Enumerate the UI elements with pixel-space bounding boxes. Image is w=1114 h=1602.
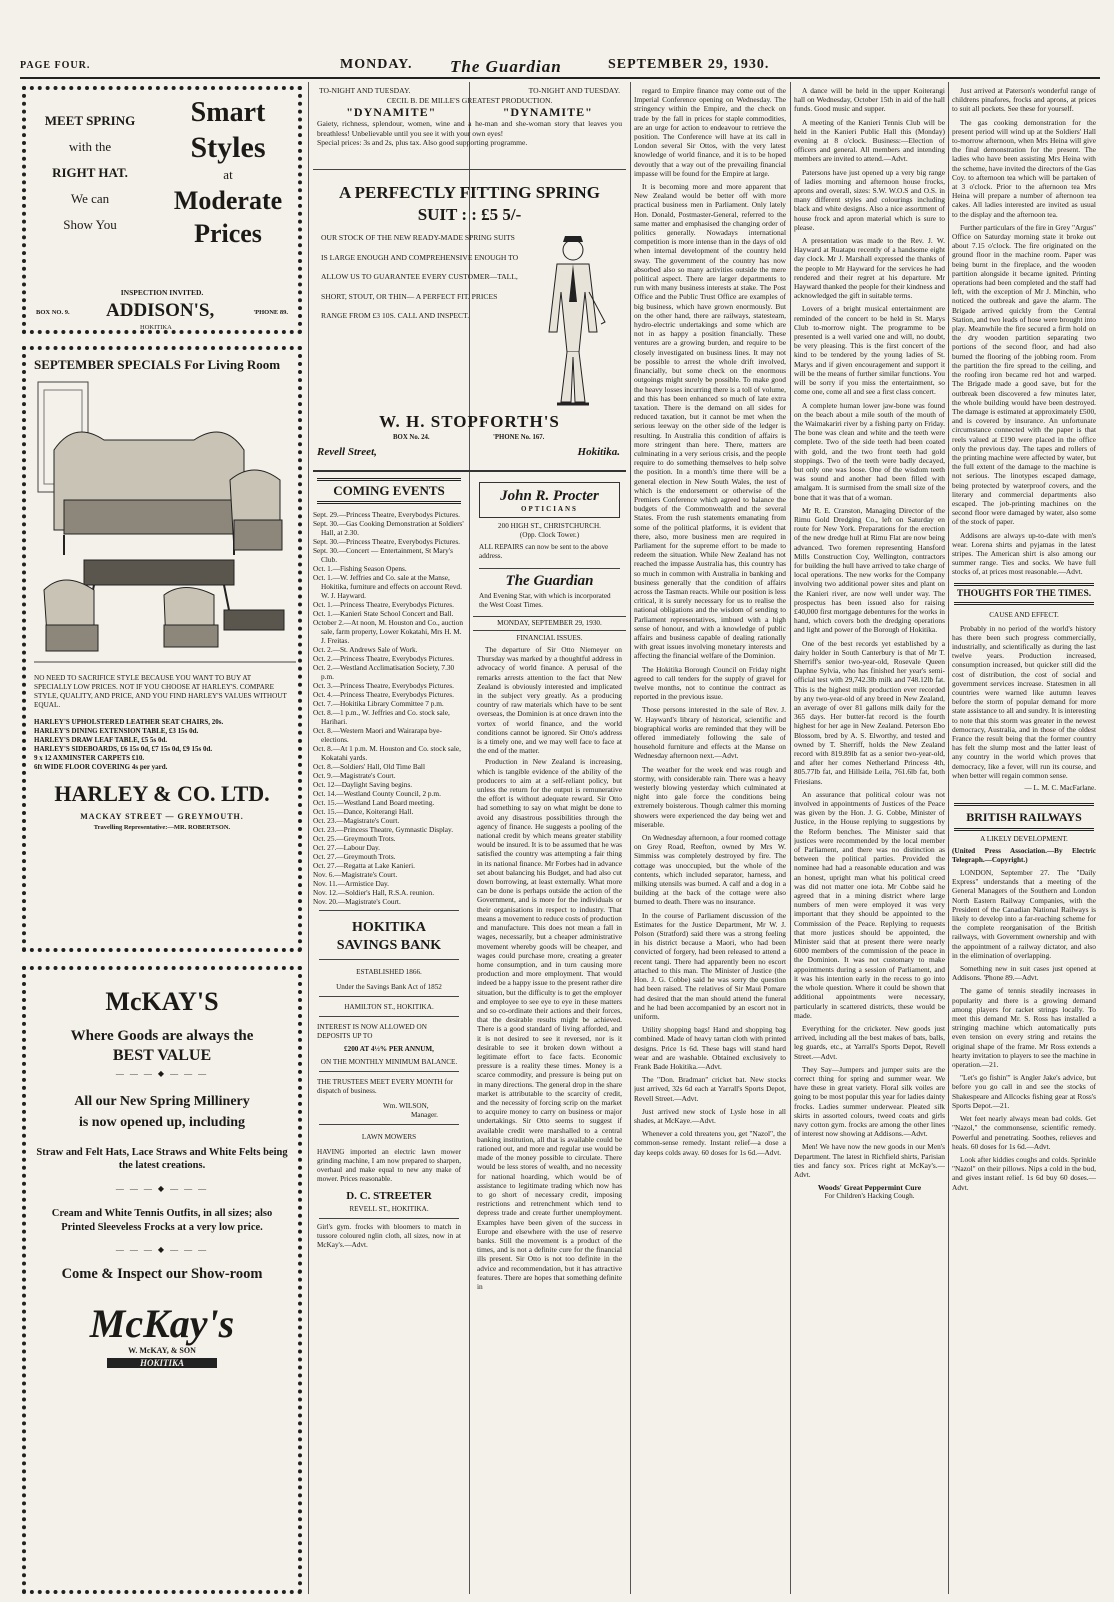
col5-footer: Woods' Great Peppermint Cure xyxy=(817,1183,922,1193)
event-item: Nov. 20.—Magistrate's Court. xyxy=(313,897,401,906)
mckay-ad xyxy=(22,966,302,1594)
lawn-mowers-heading: LAWN MOWERS xyxy=(361,1133,417,1141)
addison-inspection: INSPECTION INVITED. xyxy=(120,288,204,297)
mckay-line: BEST VALUE xyxy=(112,1047,212,1064)
event-item: Oct. 8.—Soldiers' Hall, Old Time Ball xyxy=(313,762,425,771)
procter-sub: OPTICIANS xyxy=(521,505,578,513)
column-rule xyxy=(308,82,309,1594)
mckay-logo-sub: W. McKAY, & SON xyxy=(128,1346,196,1355)
news-paragraph: Whenever a cold threatens you, get "Nazol", the common-sense remedy. Instant relief—a dose a day keeps colds away. 60 doses for 1s 6d.—Advt. xyxy=(634,1129,786,1157)
news-paragraph: The game of tennis steadily increases in popularity and there is a growing demand among players for racket strings locally. To meet this demand Mr. S. Ross has installed a stringing machine which automatically puts even tension on every string and retains the original shape of the frame. Mr Ross extends a hearty invitation to players to see the machine in operation.—21. xyxy=(952,986,1096,1070)
stopforth-heading: A PERFECTLY FITTING SPRING xyxy=(339,183,600,202)
railways-heading: BRITISH RAILWAYS xyxy=(954,803,1094,831)
lawn-mowers-address: REVELL ST., HOKITIKA. xyxy=(349,1205,429,1213)
railways-credit: (United Press Association.—By Electric Telegraph.—Copyright.) xyxy=(952,847,1096,865)
addison-right-line: Prices xyxy=(194,219,262,248)
harley-item: 9 x 12 AXMINSTER CARPETS £10. xyxy=(34,754,145,762)
column-6 xyxy=(952,86,1096,1594)
news-paragraph: One of the best records yet established by a dairy holder in South Canterbury is that of Mr T. Sherriff's senior two-year-old, Rosevale Queen Daphne Sylvia, who has finished her year's semi-official test with 29,742.3lb milk and 748.12lb fat. This is the highest milk production ever recorded by any two-year-old of any breed in New Zealand, an average of over 81 gallons milk daily for the 365 days. Her butter-fat record is the fourth highest for her age in New Zealand. Peterson Ebo Blossom, bred by A. S. Elworthy, and tested and owned by T. Sherriff, holds the New Zealand record with 819.89lb fat as a senior two-year-old, and after her comes Netherland Princess 4th, 805.77lb fat, and Hillside Leila, 761.6lb fat, both Friesians. xyxy=(794,638,945,786)
procter-note: ALL REPAIRS can now be sent to the above address. xyxy=(479,543,609,560)
news-paragraph: The weather for the week end was rough and stormy, with considerable rain. There was a heavy westerly blowing yesterday which culminated at night into gale force the conditions being extremely boisterous. Though calmer this morning showers were experienced the day being wet and miserable. xyxy=(634,764,786,829)
addison-left-line: Show You xyxy=(63,217,117,232)
event-item: Oct. 3.—Princess Theatre, Everybodys Pictures. xyxy=(313,681,454,690)
event-item: Sept. 30.—Concert — Entertainment, St Mary's Club. xyxy=(313,546,453,564)
col2-footer: Girl's gym. frocks with bloomers to match in tussore coloured nglin cloth, all sizes, now in at McKay's.—Advt. xyxy=(317,1223,461,1249)
thoughts-body: Probably in no period of the world's history has there been such progress commercially, industrially, and scientifically as during the last twelve years. Production increased, consumption increased, but quicker still did the cost of distribution, the cost of social and government services increase. Statesmen in all countries were warned like autumn leaves before the storm of popular demand for more state assistance to all and sundry. It is interesting to note that this storm was greater in the newest democracy, Australia, and in those of the oldest France the result being that the former country has felt the slump most and the latter least of any country in the world which proves that democracy, like a fever, will run its course, and when better will regain common sense. xyxy=(952,623,1096,780)
railways-body: LONDON, September 27. The "Daily Express" understands that a meeting of the General Managers of the Southern and London North Eastern Railway Companies, with the President of the Canadian National Railways is likely to develop into a far-reaching scheme for the complete reorganisation of the British railways, with Government ownership and with the appointment of a railway dictator, and also in the elimination of overlapping. xyxy=(952,868,1096,960)
guardian-issues: FINANCIAL ISSUES. xyxy=(516,634,583,642)
news-paragraph: A meeting of the Kanieri Tennis Club will be held in the Kanieri Public Hall this (Monday) evening at 8 o'clock. Business:—Election of officers and general. All members and intending members are invited to attend.—Advt. xyxy=(794,117,945,164)
masthead xyxy=(20,55,1100,79)
divider xyxy=(319,910,459,911)
event-item: Oct. 14.—Westland County Council, 2 p.m. xyxy=(313,789,441,798)
addison-right-line: Moderate xyxy=(173,186,283,215)
mckay-line: Where Goods are always the xyxy=(70,1028,254,1044)
news-paragraph: regard to Empire finance may come out of the Imperial Conference opening on Wednesday. The stringency within the Empire, and the check on trade by the fall in prices for staple commodities, are an urge for action to endeavour to retrieve the position. The Conference will have at its call in London several Sir Ottos, with the very latest knowledge of world finance, and it is to be hoped devoutly that a way out of the prevailing financial impasse will be found for the Empire at large. xyxy=(634,86,786,178)
news-paragraph: Addisons are always up-to-date with men's wear. Lorena shirts and pyjamas in the latest stripes. The American shirt is also among our summer range. Ties and socks. We have full stocks of, at prices most reasonable.—Advt. xyxy=(952,530,1096,577)
news-paragraph: Everything for the cricketer. New goods just arrived, including all the best makes of bats, balls, leg guards, etc., at Yarrall's Sports Depot, Revell Street.—Advt. xyxy=(794,1023,945,1061)
coming-events-list xyxy=(313,510,465,906)
column-6-bottom-paragraphs xyxy=(952,964,1096,1192)
divider: — — — ◆ — — — xyxy=(115,1245,209,1254)
dynamite-ad xyxy=(313,86,626,170)
mckay-line: All our New Spring Millinery xyxy=(74,1094,250,1109)
mckay-line: Come & Inspect our Show-room xyxy=(61,1266,263,1282)
dynamite-line: Gaiety, richness, splendour, women, wine and a he-man and she-woman story that leaves you breathless! Unbelievable until you see it with your own eyes! xyxy=(317,119,622,138)
procter-ad xyxy=(479,482,620,518)
stopforth-street: Revell Street, xyxy=(317,446,377,458)
divider xyxy=(319,1071,459,1072)
divider: — — — ◆ — — — xyxy=(115,1184,209,1193)
event-item: October 2.—At noon, M. Houston and Co., auction sale, farm property, Lower Kokatahi, Mrs H. M. J. Freitas. xyxy=(313,618,463,645)
mckay-name: McKAY'S xyxy=(105,987,219,1016)
event-item: Oct. 9.—Magistrate's Court. xyxy=(313,771,396,780)
news-paragraph: The Hokitika Borough Council on Friday night agreed to call tenders for the supply of gravel for twelve months, not to continue the contract as reported in the previous issue. xyxy=(634,664,786,702)
stopforth-phone: 'PHONE No. 167. xyxy=(493,434,545,441)
divider xyxy=(319,959,459,960)
news-paragraph: Something new in suit cases just opened at Addisons. 'Phone 89.—Advt. xyxy=(952,964,1096,983)
mckay-line: is now opened up, including xyxy=(78,1115,246,1130)
news-paragraph: Further particulars of the fire in Grey "Argus" Office on Saturday morning state it broke out about 7.15 o'clock. The fire originated on the ground floor in the machine room. Paper was being burnt in the fireplace, and the wooden partition alongside it became ignited. Printing operations had been completed and the staff had left, with the exception of Mr J. Minchin, who noticed the outbreak and gave the alarm. The Brigade arrived quickly from the Central Station, and two leads of hose were brought into play. Meanwhile the fire secured a firm hold on the dry wooden partition separating two portions of the second floor, and had also burned the flooring of the jobbing room. From the partition the fire spread to the ceiling, and the roofing iron became red hot and warped. The Brigade made a good save, but for the outbreak been discovered a few minutes later, the whole building would have been destroyed. The damage is estimated at approximately £500, and is covered by insurance. An unfortunate circumstance connected with the paper is that reels valued at £190 were placed in the office only the previous day. The tapes and rollers of the printing machine were affected by water, but the full extent of the damage to the machine is not serious. The linotypes escaped damage, being protected by waterproof covers, and the literary and commercial departments also escaped. The job-printing machines on the second floor were damaged by water, also some of the stock of paper. xyxy=(952,222,1096,527)
harley-item: HARLEY'S DINING EXTENSION TABLE, £3 15s 0d. xyxy=(34,727,199,735)
event-item: Oct. 27.—Regatta at Lake Kanieri. xyxy=(313,861,415,870)
event-item: Oct. 4.—Princess Theatre, Everybodys Pictures. xyxy=(313,690,454,699)
event-item: Oct. 1.—Princess Theatre, Everybodys Pictures. xyxy=(313,600,454,609)
event-item: Oct. 2.—St. Andrews Sale of Work. xyxy=(313,645,418,654)
addison-left-line: RIGHT HAT. xyxy=(52,165,128,180)
lawn-mowers-name: D. C. STREETER xyxy=(346,1190,432,1202)
savings-bank-act: Under the Savings Bank Act of 1852 xyxy=(336,983,442,991)
editorial-paragraph: The departure of Sir Otto Niemeyer on Thursday was marked by a thoughtful address in advocacy of world finance. A perusal of the remarks arrests attention to the fact that New Zealand is obviously interested and implicated in the subject very greatly. As a producing country of raw materials which have to be sent overseas, the Dominion is at once drawn into the vortex of world finance, and the world conditions cannot be ignored. Sir Otto's address is a timely one, and we may well face to face at the end of the matter. xyxy=(477,645,622,756)
guardian-sub: And Evening Star, with which is incorporated the West Coast Times. xyxy=(479,592,611,609)
savings-bank-heading: HOKITIKA xyxy=(352,920,426,935)
harley-items xyxy=(34,718,290,772)
harley-ad xyxy=(22,346,302,952)
column-4-paragraphs xyxy=(634,86,786,1157)
savings-bank-interest: INTEREST IS NOW ALLOWED ON DEPOSITS UP TO xyxy=(317,1023,427,1040)
mckay-logo-text: McKay's xyxy=(89,1301,235,1346)
divider xyxy=(319,1218,459,1219)
news-paragraph: Utility shopping bags! Hand and shopping bag combined. Made of heavy tartan cloth with printed designs. Price 1s 6d. These bags will stand hard wear and are washable. Obtained exclusively to Frank Bade Hokitika.—Advt. xyxy=(634,1025,786,1071)
guardian-date: MONDAY, SEPTEMBER 29, 1930. xyxy=(473,616,626,631)
thoughts-sub: CAUSE AND EFFECT. xyxy=(989,610,1059,619)
event-item: Sept. 29.—Princess Theatre, Everybodys Pictures. xyxy=(313,510,460,519)
event-item: Nov. 6.—Magistrate's Court. xyxy=(313,870,398,879)
news-paragraph: The gas cooking demonstration for the present period will wind up at the Soldiers' Hall to-morrow afternoon, when Mrs Heina will give the final demonstration for the present. The ladies who have been assisting Mrs Heina with the scheme, have invited the directors of the Gas Coy. to afternoon tea which will be partaken of at 3 o'clock. Prior to the afternoon tea Mrs Heina will prepare a number of afternoon tea cakes. All ladies interested are invited as usual to the display and the afternoon tea. xyxy=(952,117,1096,219)
event-item: Oct. 25.—Greymouth Trots. xyxy=(313,834,396,843)
dynamite-line: TO-NIGHT AND TUESDAY. xyxy=(528,86,620,95)
column-5-paragraphs xyxy=(794,86,945,1179)
savings-bank-heading: SAVINGS BANK xyxy=(336,938,442,953)
column-2 xyxy=(313,478,465,1594)
savings-bank-trustees: THE TRUSTEES MEET EVERY MONTH for dispatch of business. xyxy=(317,1078,453,1095)
procter-opp: (Opp. Clock Tower.) xyxy=(519,531,580,539)
event-item: Oct. 8.—Western Maori and Wairarapa bye-elections. xyxy=(313,726,442,744)
harley-street: MACKAY STREET — GREYMOUTH. xyxy=(80,812,244,821)
column-rule xyxy=(630,82,631,1594)
harley-name: HARLEY & CO. LTD. xyxy=(54,781,270,806)
event-item: Oct. 23.—Princess Theatre, Gymnastic Display. xyxy=(313,825,454,834)
harley-heading: SEPTEMBER SPECIALS For Living Room xyxy=(34,357,281,372)
addison-town: HOKITIKA xyxy=(140,324,172,331)
news-paragraph: Wet feet nearly always mean bad colds. Get "Nazol," the commonsense, scientific remedy. Powerful and penetrating. Soothes, relieves and heals. 60 doses for 1s 6d.—Advt. xyxy=(952,1114,1096,1151)
coming-events-heading: COMING EVENTS xyxy=(317,478,461,504)
event-item: Oct. 2.—Princess Theatre, Everybodys Pictures. xyxy=(313,654,454,663)
event-item: Oct. 12—Daylight Saving begins. xyxy=(313,780,413,789)
addison-phone: 'PHONE 89. xyxy=(253,309,288,316)
news-paragraph: Those persons interested in the sale of Rev. J. W. Hayward's library of historical, scientific and biographical works are reminded that they will be offered immediately following the sale of household furniture and effects at the Manse on Wednesday afternoon next.—Advt. xyxy=(634,705,786,761)
stopforth-ad xyxy=(313,176,626,472)
savings-bank-address: HAMILTON ST., HOKITIKA. xyxy=(344,1003,434,1011)
savings-bank-manager-title: Manager. xyxy=(411,1111,438,1119)
news-paragraph: An assurance that political colour was not involved in appointments of Justices of the Peace was given by the Hon. J. G. Cobbe, Minister of Justice, in the House replying to suggestions by the Reform benches. The Minister said that justices were recommended by the local member of Parliament, and there was no distinction as between the political parties. Provided the nominee had had a reasonable education and was an honest, upright man what his political creed was did not matter one iota. Mr Cobbe said he agreed that in a mining district where large numbers of men were employed it was very important that they should be appointed to the Commission of the Peace. Replying to requests that more justices should be appointed, the Minister said that at present there were nearly 6000 members of the commission of the peace in the Dominion. It was not customary to make appointments during a session of Parliament, and it was his intention early in the recess to go into the whole question. Where it could be shown that additional appointments were necessary, particularly in scattered districts, these would be made. xyxy=(794,789,945,1020)
procter-name: John R. Procter xyxy=(500,488,599,504)
event-item: Sept. 30.—Gas Cooking Demonstration at Soldiers' Hall, at 2.30. xyxy=(313,519,464,537)
column-6-paragraphs xyxy=(952,86,1096,577)
masthead-title: The Guardian xyxy=(450,57,562,76)
dynamite-title: "DYNAMITE" xyxy=(346,105,437,119)
news-paragraph: It is becoming more and more apparent that New Zealand would be better off with more practical business men in Parliament. Only lately Hon. Donald, Postmaster-General, referred to the same matter and emphasised the changing order of politics generally. Nowadays international competition is more intense than in the days of old when internal development of the country held sway. The government of the country has now absorbed also so many activities outside the mere political aspect. There are larger departments to run with many business interests at stake. The Post Office and the Public Trust Office are examples of big business, which have grown enormously. But on the other hand, there are railways, statesteam, hydro-electric undertakings and some which are not in as happy a position financially. These ventures are a growing burden, and require to be closely investigated on business lines. It may not be possible to arrest the whole drift involved, financially, but some check on the enormous outgoings might surely be possible. To make good the heavy losses incurring there is a toll of volume, and this has been enhanced so much of late extra taxation. There is the demand on all sides for reduced taxation, but it cannot be met when the serious leeway on the other side of the ledger is resulting. In Australia this condition of affairs is more stringent than here. There, matters are culminating in a very serious crisis, and the people require to do something themselves to help solve the position. In a month's time there will be a general election in New South Wales, the test of which is the endorsement or otherwise of the Premiers Conference which agreed to balance the budgets of the Commonwealth and the several States. From the rush statements emanating from some of the political platforms, it is evident that there, also, more business men are required in Parliament for the supreme effort to be made to redeem the situation. While New Zealand has not reached the impasse Australia has, this country has so much in common with Australia in banking and business generally that the condition of affairs across the Tasman reacts. While our position is less critical, it is surely necessary for us to realise the national obligations and the wisdom of sending to Parliament representatives, imbued with a high sense of honour, and with a knowledge of public affairs and business capable of dealing rationally with great issues involving monetary interests and affecting the financial welfare of the Dominion. xyxy=(634,182,786,661)
addison-ad xyxy=(22,86,302,334)
news-paragraph: In the course of Parliament discussion of the Estimates for the Justice Department, Mr W. J. Polson (Stratford) said there was a strong feeling in his district because a Maori, who had been convicted of forgery, had been released to attend a recent tangi. There had apparently been no escort attached to this man. The Minister of Justice (the Hon. J. G. Cobbe) said he was sorry the question had been raised. The relatives of Sir Maui Pomare had desired that the man should attend the funeral and he had been accompanied by an escort not in uniform. xyxy=(634,910,786,1021)
event-item: Oct. 8.—1 p.m., W. Jeffries and Co. stock sale, Harihari. xyxy=(313,708,450,726)
news-paragraph: Patersons have just opened up a very big range of ladies morning and afternoon house frocks, aprons and overall, sizes: S.W. W.O.S and O.S. in many different styles and colourings including black and white designs. Also a nice assortment of house frock and apron material which is sure to please. xyxy=(794,167,945,232)
stopforth-body: OUR STOCK OF THE NEW READY-MADE SPRING SUITS IS LARGE ENOUGH AND COMPREHENSIVE ENOUGH TO ALLOW US TO GUARANTEE EVERY CUSTOMER—TALL, SHORT, STOUT, OR THIN— A PERFECT FIT. PRICES RANGE FROM £3 10S. CALL AND INSPECT. xyxy=(321,233,519,320)
addison-right-line: at xyxy=(223,167,233,182)
divider xyxy=(479,568,620,569)
news-paragraph: The "Don. Bradman" cricket bat. New stocks just arrived, 32s 6d each at Yarrall's Sports Depot, Revell Street.—Advt. xyxy=(634,1075,786,1103)
harley-text: NO NEED TO SACRIFICE STYLE BECAUSE YOU WANT TO BUY AT SPECIALLY LOW PRICES. NOT IF YOU CHOOSE AT HARLEY'S. COMPARE STYLE, QUALITY, AND PRICE, AND YOU FIND HARLEY'S VALUES WITHOUT EQUAL. xyxy=(34,674,287,709)
addison-left-line: with the xyxy=(68,139,112,154)
column-rule xyxy=(790,82,791,1594)
thoughts-heading: THOUGHTS FOR THE TIMES. xyxy=(954,583,1094,605)
thoughts-signature: — L. M. C. MacFarlane. xyxy=(1024,784,1096,793)
event-item: Nov. 12.—Soldier's Hall, R.S.A. reunion. xyxy=(313,888,435,897)
event-item: Oct. 27.—Labour Day. xyxy=(313,843,381,852)
man-illustration xyxy=(527,232,619,412)
dynamite-line: Special prices: 3s and 2s, plus tax. Also good supporting programme. xyxy=(317,138,528,147)
harley-item: HARLEY'S SIDEBOARDS, £6 15s 0d, £7 15s 0d, £9 15s 0d. xyxy=(34,745,213,753)
editorial-paragraph: Production in New Zealand is increasing, which is tangible evidence of the ability of the producers to aim at a self-reliant policy, but unless the return for the output is remunerative the effort is without adequate reward. Sir Otto had something to say on what might be done to avoid any disastrous possibilities through the agency of finance. He suggests a pooling of the national credit by which means greater stability would be insured. It is to be assumed that he was satisfied the country was attempting a fair thing in its national finance. Mr Forbes had in advance set about balancing his Budget, and had also cut down borrowing, at least externally. What more can be done is perhaps outside the action of the Government, and is more for the individuals or their organisations in respect to industry. That means a movement to reduce costs of production and manufacture. This does not mean a fall in wages, necessarily, but a cheaper administrative movement whereby goods will be cheaper, and wages could purchase more, creating a greater home consumption, and in turn causing more production and more employment. That would indeed be a happy issue to the present rather dire situation, but the difficulty is to get the employer and employee to see eye to eye in these matters and so co-ordinate their actions and their forces, that the desirable results might be achieved. There is a good standard of living afforded, and it is not desired to see it reversed, nor is it desirable to see it broken down without a legitimate effort to face facts. Economic pressure is a reality these times. Money is a scarce commodity, and pressure is being put on in many directions. The general drop in the share market is attributable to the scarcity of credit, and the necessity of forcing scrip on the market to acquire money to carry on business or major undertakings. Sir Otto seems to suggest if available credit were marshalled to a central banking institution, all that is available could be rationed out, and more and regular use would be made of the money possible to circulate. There would be less stores of wealth, and no necessity for national hoarding, which would be of assistance to legitimate trading which now has to go short of necessary credit, imposing restrictions and retrenchment which tend to depress trade and create further unemployment. Examples have been given of the success in Europe and elsewhere with the use of reserve banks. Still the movement is a product of the times, and is not a definite cure for the financial ills present. Sir Otto is not too definite in the advice and recommendation, but it has attractive features. There are hopes that something definite in xyxy=(477,757,622,1292)
masthead-day: MONDAY. xyxy=(340,57,413,72)
harley-item: HARLEY'S DRAW LEAF TABLE, £5 5s 0d. xyxy=(34,736,168,744)
event-item: Oct. 7.—Hokitika Library Committee 7 p.m. xyxy=(313,699,444,708)
event-item: Oct. 27.—Greymouth Trots. xyxy=(313,852,396,861)
mckay-line: Cream and White Tennis Outfits, in all sizes; also Printed Sleeveless Frocks at a very low price. xyxy=(51,1208,273,1233)
event-item: Oct. 15.—Dance, Koiterangi Hall. xyxy=(313,807,414,816)
addison-right-line: Styles xyxy=(190,131,266,164)
event-item: Oct. 2.—Westland Acclimatisation Society, 7.30 p.m. xyxy=(313,663,455,681)
dynamite-title: "DYNAMITE" xyxy=(502,105,593,119)
news-paragraph: A dance will be held in the upper Koiterangi hall on Wednesday, October 15th in aid of the hall funds. Good music and supper. xyxy=(794,86,945,114)
news-paragraph: Lovers of a bright musical entertainment are reminded of the concert to be held in St. Marys Club to-morrow night. The programme to be presented is a well varied one and will, no doubt, be very pleasing. This is the first concert of the kind to be tendered by the young ladies of St. Marys and if given encouragement and support it will be the means of further similar functions. You will be sorry if you miss the entertainment, so come one, come all and see a first class concert. xyxy=(794,304,945,397)
savings-bank-rate: £200 AT 4½% PER ANNUM, xyxy=(344,1045,434,1053)
news-paragraph: They Say—Jumpers and jumper suits are the correct thing for spring and summer wear. We have these in great variety. Floral silk voiles are going to be most popular this year for ladies dainty frocks. Ladies summer underwear. Pleated silk skirts in assorted colours, tweed coats and girls navy cotton gym. frocks are among the other lines of interest now showing at Addisons.—Advt. xyxy=(794,1064,945,1139)
savings-bank-manager: Wm. WILSON, xyxy=(383,1102,429,1110)
mckay-logo-town: HOKITIKA xyxy=(107,1358,217,1368)
stopforth-town: Hokitika. xyxy=(577,446,620,458)
lawn-mowers-body: HAVING imported an electric lawn mower grinding machine, I am now prepared to sharpen, overhaul and make equal to new any make of mower. Prices reasonable. xyxy=(317,1148,461,1183)
addison-left-line: We can xyxy=(70,191,110,206)
addison-left-line: MEET SPRING xyxy=(44,113,136,128)
event-item: Oct. 1.—W. Jeffries and Co. sale at the Manse, Hokitika, furniture and effects on account Revd. W. J. Hayward. xyxy=(313,573,462,600)
event-item: Oct. 8.—At 1 p.m. M. Houston and Co. stock sale, Kokatahi yards. xyxy=(313,744,461,762)
event-item: Oct. 23.—Magistrate's Court. xyxy=(313,816,400,825)
savings-bank-est: ESTABLISHED 1866. xyxy=(356,968,422,976)
divider xyxy=(319,996,459,997)
dynamite-line: CECIL B. DE MILLE'S GREATEST PRODUCTION. xyxy=(386,95,553,105)
harley-rep: Travelling Representative:—MR. ROBERTSON. xyxy=(93,824,231,831)
addison-box: BOX NO. 9. xyxy=(36,309,70,316)
news-paragraph: Just arrived at Paterson's wonderful range of childrens pinafores, frocks and aprons, at prices to suit all pockets. See these for yourself. xyxy=(952,86,1096,114)
col5-footer: For Children's Hacking Cough. xyxy=(824,1192,915,1201)
stopforth-name: W. H. STOPFORTH'S xyxy=(379,412,560,431)
event-item: Nov. 11.—Armistice Day. xyxy=(313,879,389,888)
news-paragraph: "Let's go fishin'" is Angler Jake's advice, but before you go call in and see the stocks of Shakespeare and Allcocks fishing gear at Ross's Sports Depot.—21. xyxy=(952,1073,1096,1110)
guardian-title: The Guardian xyxy=(505,573,594,589)
furniture-illustration xyxy=(34,380,296,670)
page-number: PAGE FOUR. xyxy=(20,60,91,71)
event-item: Oct. 15.—Westland Land Board meeting. xyxy=(313,798,435,807)
news-paragraph: Look after kiddies coughs and colds. Sprinkle "Nazol" on their pillows. Nips a cold in the bud, and gives instant relief. 1s 6d buy 60 doses.—Advt. xyxy=(952,1154,1096,1192)
news-paragraph: Just arrived new stock of Lysle hose in all shades, at McKaye.—Advt. xyxy=(634,1106,786,1125)
stopforth-heading: SUIT : : £5 5/- xyxy=(417,205,522,224)
column-5 xyxy=(794,86,945,1594)
harley-item: HARLEY'S UPHOLSTERED LEATHER SEAT CHAIRS, 20s. xyxy=(34,718,224,726)
railways-sub: A LIKELY DEVELOPMENT. xyxy=(980,835,1068,844)
news-paragraph: Men! We have now the new goods in our Men's Department. The latest in Richfield shirts, Parisian ties and fancy sox. Prices right at McKay's.—Advt. xyxy=(794,1142,945,1179)
addison-right-line: Smart xyxy=(190,97,266,128)
news-paragraph: A presentation was made to the Rev. J. W. Hayward at Ruatapu recently of a handsome eight day clock. Mr J. Marshall expressed the thanks of the people to Mr Hayward for the services he had rendered and their regret at his departure. Mr Hayward thanked the people for their kindness and acknowledged the gift in suitable terms. xyxy=(794,236,945,301)
mckay-logo xyxy=(62,1302,262,1384)
news-paragraph: A complete human lower jaw-bone was found on the beach about a mile south of the mouth of the Waimakariri river by a fishing party on Friday. The bone was clean and white and the teeth were complete. Two of the side teeth had been coated with gold, and the two front teeth had gold stoppings. Two of the teeth were badly decayed, but only one was loose. One of the wisdom teeth was sound and another had been filled with amalgam. It is surmised from the small size of the bone that it was that of a woman. xyxy=(794,400,945,502)
column-rule xyxy=(948,82,949,1594)
stopforth-box: BOX No. 24. xyxy=(393,434,430,441)
divider xyxy=(319,1016,459,1017)
event-item: Oct. 1.—Fishing Season Opens. xyxy=(313,564,407,573)
harley-item: 6ft WIDE FLOOR COVERING 4s per yard. xyxy=(34,763,168,771)
news-paragraph: On Wednesday afternoon, a four roomed cottage on Grey Road, Reefton, owned by Mrs W. Simmiss was completely destroyed by fire. The cottage was unoccupied, but the whole of the contents, which included separator, harness, and milking utensils was burned. A calf and a dog in a building at the back of the cottage were also burned to death. There was no insurance. xyxy=(634,833,786,907)
event-item: Sept. 30.—Princess Theatre, Everybodys Pictures. xyxy=(313,537,460,546)
divider xyxy=(319,1124,459,1125)
divider: — — — ◆ — — — xyxy=(115,1069,209,1078)
event-item: Oct. 1.—Kanieri State School Concert and Ball. xyxy=(313,609,454,618)
news-paragraph: Mr R. E. Cranston, Managing Director of the Rimu Gold Dredging Co., left on Saturday en route for New York. Preparations for the erection of the new dredge hull at Rimu Flat are now being advanced. Two foremen representing Hansford Mills Construction Coy, Wellington, contractors for building the hull have arrived to take charge of local operations. The new works for the Company involving two additional power sites and plant on the Kanieri river, are now well under way. The prospectus has been issued also for raising £40,000 first mortgage debentures for the works in hand, which covers both the dredging operations and light and power of the Borough of Hokitika. xyxy=(794,505,945,635)
mckay-line: Straw and Felt Hats, Lace Straws and White Felts being the latest creations. xyxy=(36,1147,288,1171)
column-4 xyxy=(634,86,786,1594)
procter-address: 200 HIGH ST., CHRISTCHURCH. xyxy=(498,522,601,530)
savings-bank-on: ON THE MONTHLY MINIMUM BALANCE. xyxy=(320,1058,458,1066)
addison-name: ADDISON'S, xyxy=(106,300,215,321)
dynamite-line: TO-NIGHT AND TUESDAY. xyxy=(319,86,411,95)
masthead-date: SEPTEMBER 29, 1930. xyxy=(608,57,770,72)
column-3 xyxy=(473,478,626,1594)
